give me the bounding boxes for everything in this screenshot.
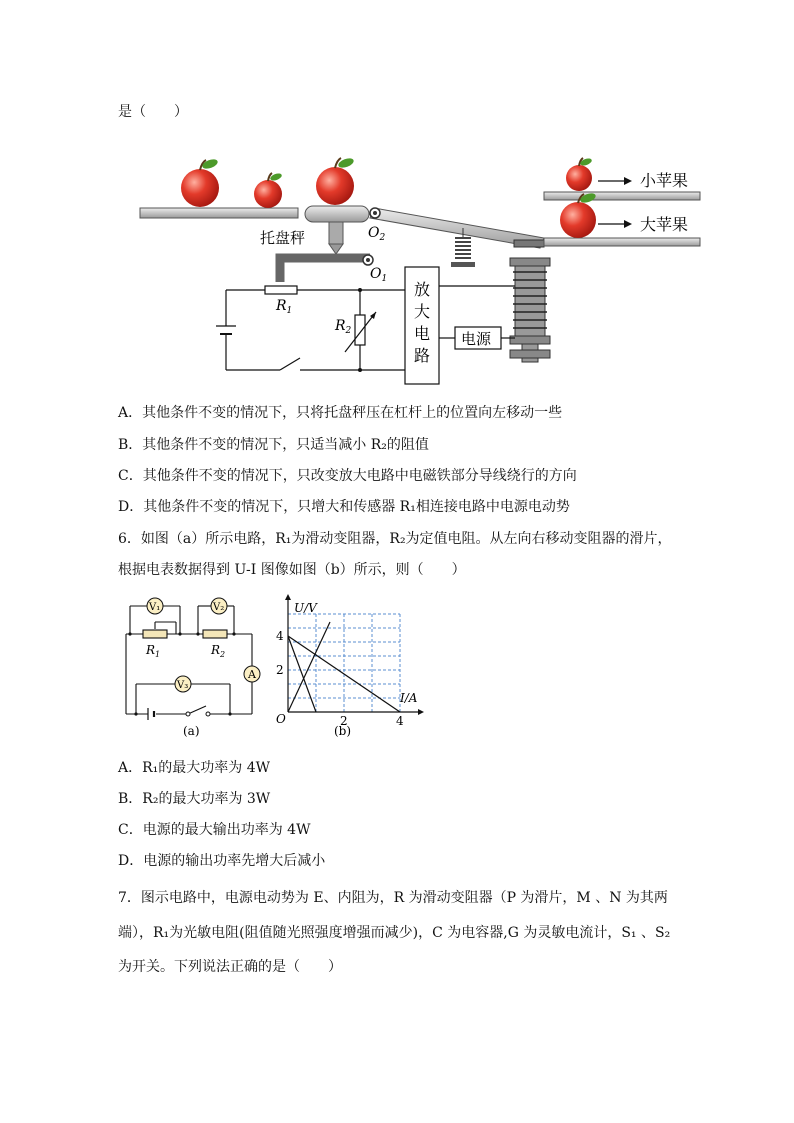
svg-text:R1: $R_1$ xyxy=(146,643,161,659)
q7-line2: 端），R₁为光敏电阻(阻值随光照强度增强而减少)，C 为电容器,G 为灵敏电流计，S₁ 、S₂ xyxy=(118,925,671,941)
q6-option-a: A．R₁的最大功率为 4W xyxy=(118,760,271,776)
q7-line3: 为开关。下列说法正确的是（ ） xyxy=(118,959,342,975)
y-axis-label: U/V xyxy=(294,601,317,615)
q6-circuit-a xyxy=(118,592,268,742)
svg-text:R1: $R_1$ xyxy=(276,298,293,316)
ytick-2: 2 xyxy=(276,663,284,677)
q6-option-c: C．电源的最大输出功率为 4W xyxy=(118,822,311,838)
x-axis-label: I/A xyxy=(400,691,418,705)
apple-small-right xyxy=(566,157,593,191)
apple-on-tray xyxy=(316,157,355,205)
svg-text:R2: $R_2$ xyxy=(211,643,226,659)
big-apple-label: 大苹果 xyxy=(640,215,689,234)
ytick-4: 4 xyxy=(276,629,284,643)
ammeter: A xyxy=(248,668,256,681)
apple-large-left xyxy=(181,158,219,207)
q6-stem-line2: 根据电表数据得到 U-I 图像如图（b）所示，则（ ） xyxy=(118,562,466,578)
svg-text:R2: $R_2$ xyxy=(335,318,352,336)
caption-b: (b) xyxy=(334,724,352,738)
q5-stem-tail: 是（ ） xyxy=(118,104,188,120)
apple-small-left xyxy=(254,172,283,208)
svg-text:电源: 电源 xyxy=(461,330,492,348)
q5-option-c: C．其他条件不变的情况下，只改变放大电路中电磁铁部分导线绕行的方向 xyxy=(118,468,577,484)
tray-label: 托盘秤 xyxy=(260,229,306,247)
apple-sorter-figure xyxy=(130,150,710,390)
svg-text:O2: $O_2$ xyxy=(368,225,386,243)
svg-text:路: 路 xyxy=(414,346,431,365)
caption-a: (a) xyxy=(183,724,200,738)
xtick-2: 2 xyxy=(340,714,348,728)
small-apple-label: 小苹果 xyxy=(640,171,689,190)
v3-meter: V₃ xyxy=(177,680,189,691)
svg-text:放: 放 xyxy=(414,280,431,299)
q5-option-d: D．其他条件不变的情况下，只增大和传感器 R₁相连接电路中电源电动势 xyxy=(118,499,570,515)
q6-ui-graph-b xyxy=(268,592,428,742)
q6-stem-line1: 6．如图（a）所示电路，R₁为滑动变阻器，R₂为定值电阻。从左向右移动变阻器的滑片， xyxy=(118,531,672,547)
origin-label: O xyxy=(276,712,286,726)
q5-option-a: A．其他条件不变的情况下，只将托盘秤压在杠杆上的位置向左移动一些 xyxy=(118,405,563,421)
q6-option-d: D．电源的输出功率先增大后减小 xyxy=(118,853,326,869)
v1-meter: V₁ xyxy=(149,602,161,613)
svg-text:O1: $O_1$ xyxy=(370,266,388,284)
q6-option-b: B．R₂的最大功率为 3W xyxy=(118,791,271,807)
svg-text:大: 大 xyxy=(414,302,431,321)
q7-line1: 7．图示电路中，电源电动势为 E、内阻为，R 为滑动变阻器（P 为滑片，M 、N 为其两 xyxy=(118,890,668,906)
xtick-4: 4 xyxy=(396,714,404,728)
v2-meter: V₂ xyxy=(213,602,225,613)
q5-option-b: B．其他条件不变的情况下，只适当减小 R₂的阻值 xyxy=(118,437,429,453)
svg-text:电: 电 xyxy=(414,324,431,343)
